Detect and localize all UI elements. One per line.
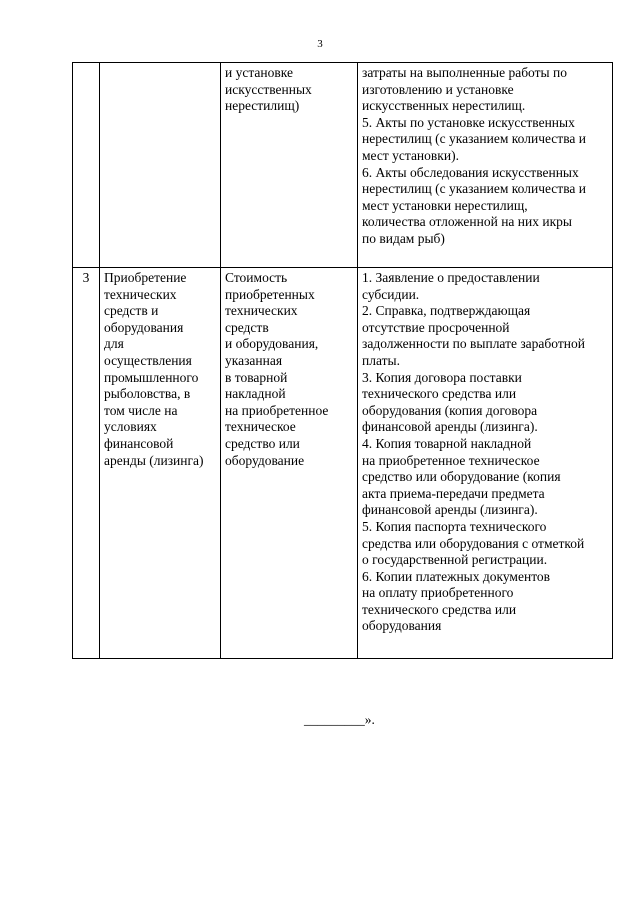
text-line: 2. Справка, подтверждающая bbox=[362, 303, 531, 319]
text-line: и установке bbox=[225, 65, 293, 80]
expense-name-cell bbox=[100, 63, 221, 268]
text-line: платы. bbox=[362, 352, 400, 368]
text-line: Стоимость bbox=[225, 270, 288, 285]
text-line: по видам рыб) bbox=[362, 230, 445, 246]
text-line: для bbox=[104, 336, 124, 352]
table-row bbox=[73, 268, 613, 659]
text-line: том числе на bbox=[104, 402, 178, 418]
text-line: нерестилищ (с указанием количества и bbox=[362, 131, 586, 147]
text-line: технического средства или bbox=[362, 386, 517, 402]
row-number-cell bbox=[73, 268, 100, 659]
text-line: средств bbox=[225, 319, 269, 335]
text-line: изготовлению и установке bbox=[362, 81, 514, 97]
page-number: 3 bbox=[317, 38, 323, 50]
text-line: на приобретенное bbox=[225, 402, 329, 418]
documents-cell bbox=[358, 63, 613, 268]
text-line: 4. Копия товарной накладной bbox=[362, 435, 532, 451]
basis-cell bbox=[221, 63, 358, 268]
basis-cell bbox=[221, 268, 358, 659]
text-line: средство или оборудование (копия bbox=[362, 469, 561, 485]
text-line: мест установки). bbox=[362, 147, 459, 163]
text-line: в товарной bbox=[225, 369, 288, 385]
text-line: 6. Копии платежных документов bbox=[362, 568, 551, 584]
text-line: финансовой аренды (лизинга). bbox=[362, 502, 538, 518]
expense-name-cell bbox=[100, 268, 221, 659]
text-line: рыболовства, в bbox=[104, 386, 191, 402]
text-line: осуществления bbox=[104, 352, 192, 368]
text-line: оборудования (копия договора bbox=[362, 402, 538, 418]
text-line: мест установки нерестилищ, bbox=[362, 197, 528, 213]
text-line: средства или оборудования с отметкой bbox=[362, 535, 585, 551]
text-line: о государственной регистрации. bbox=[362, 552, 548, 568]
text-line: накладной bbox=[225, 386, 286, 402]
text-line: технических bbox=[225, 303, 298, 319]
text-line: 6. Акты обследования искусственных bbox=[362, 164, 579, 180]
text-line: оборудование bbox=[225, 452, 305, 468]
text-line: на приобретенное техническое bbox=[362, 452, 540, 468]
row-number-cell bbox=[73, 63, 100, 268]
text-line: субсидии. bbox=[362, 286, 420, 302]
text-line: и оборудования, bbox=[225, 336, 319, 352]
text-line: средство или bbox=[225, 435, 300, 451]
text-line: затраты на выполненные работы по bbox=[362, 65, 567, 80]
text-line: акта приема-передачи предмета bbox=[362, 485, 545, 501]
text-line: 5. Акты по установке искусственных bbox=[362, 114, 575, 130]
text-line: отсутствие просроченной bbox=[362, 319, 510, 335]
text-line: приобретенных bbox=[225, 286, 315, 302]
subsidy-documents-table bbox=[72, 62, 613, 659]
text-line: количества отложенной на них икры bbox=[362, 214, 572, 230]
text-line: 3. Копия договора поставки bbox=[362, 369, 522, 385]
text-line: искусственных нерестилищ. bbox=[362, 98, 526, 114]
text-line: аренды (лизинга) bbox=[104, 452, 204, 468]
row-number: 3 bbox=[82, 270, 90, 285]
text-line: финансовой аренды (лизинга). bbox=[362, 419, 538, 435]
text-line: 1. Заявление о предоставлении bbox=[362, 270, 540, 285]
text-line: задолженности по выплате заработной bbox=[362, 336, 585, 352]
text-line: условиях bbox=[104, 419, 157, 435]
text-line: указанная bbox=[225, 352, 283, 368]
text-line: Приобретение bbox=[104, 270, 187, 285]
text-line: финансовой bbox=[104, 435, 174, 451]
text-line: 5. Копия паспорта технического bbox=[362, 518, 547, 534]
text-line: нерестилищ) bbox=[225, 98, 300, 114]
text-line: промышленного bbox=[104, 369, 199, 385]
text-line: техническое bbox=[225, 419, 296, 435]
documents-cell bbox=[358, 268, 613, 659]
text-line: искусственных bbox=[225, 81, 312, 97]
text-line: на оплату приобретенного bbox=[362, 585, 514, 601]
text-line: технического средства или bbox=[362, 601, 517, 617]
text-line: технических bbox=[104, 286, 177, 302]
table-row bbox=[73, 63, 613, 268]
text-line: оборудования bbox=[104, 319, 184, 335]
text-line: средств и bbox=[104, 303, 159, 319]
text-line: оборудования bbox=[362, 618, 442, 634]
closing-quote-line: _________». bbox=[304, 712, 375, 727]
text-line: нерестилищ (с указанием количества и bbox=[362, 181, 586, 197]
